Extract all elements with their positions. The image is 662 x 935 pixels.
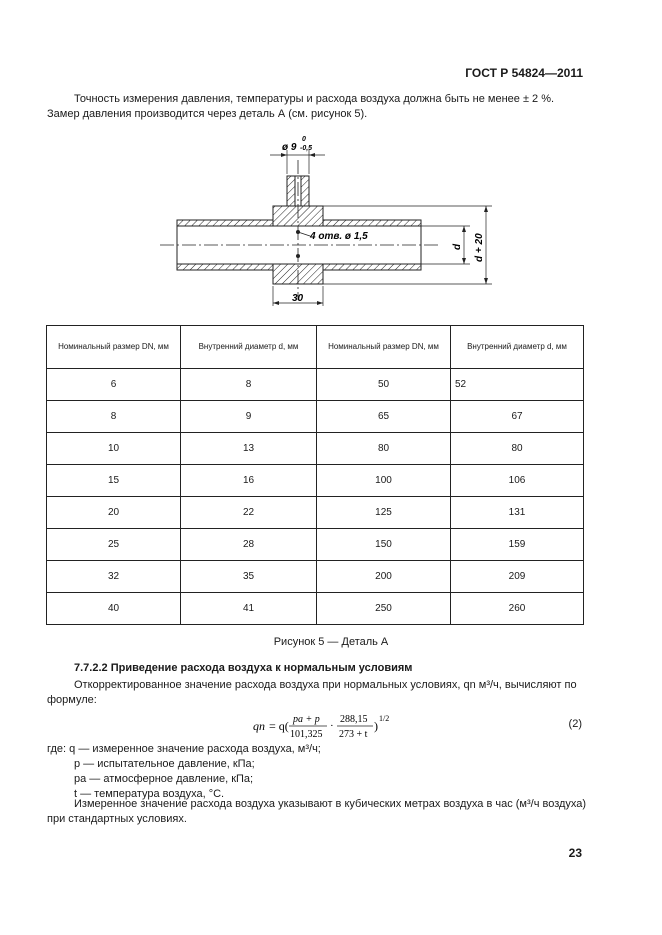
nipple-right: [301, 176, 309, 206]
table-cell: 80: [317, 433, 451, 465]
table-cell: 41: [181, 593, 317, 625]
table-cell: 32: [47, 561, 181, 593]
pipe-wall-bottom-right: [323, 264, 421, 270]
holes-label: 4 отв. ø 1,5: [310, 231, 368, 242]
section-title: 7.7.2.2 Приведение расхода воздуха к нормальным условиям: [74, 662, 413, 674]
header-dn-2: Номинальный размер DN, мм: [317, 326, 451, 369]
formula-eq: = q(: [269, 719, 289, 733]
def-t: t — температура воздуха, °С.: [74, 788, 225, 800]
closing-paragraph: Измеренное значение расхода воздуха указывают в кубических метрах воздуха в час (м³/ч воздуха) при стандартных условиях.: [47, 798, 587, 825]
table-row: [47, 497, 584, 529]
def-q: где: q — измеренное значение расхода воздуха, м³/ч;: [47, 743, 321, 755]
table-cell: 67: [451, 401, 584, 433]
variable-definitions: [47, 742, 321, 802]
table-row: [47, 433, 584, 465]
dim-d-plus-20: d + 20: [474, 233, 485, 262]
formula-dot: ·: [330, 720, 334, 732]
table-row: [47, 465, 584, 497]
table-row: [47, 401, 584, 433]
def-p: p — испытательное давление, кПа;: [74, 758, 255, 770]
table-cell: 106: [451, 465, 584, 497]
intro-line-1: Точность измерения давления, температуры и расхода воздуха должна быть не менее ± 2 %.: [74, 93, 555, 105]
formula-exp: 1/2: [379, 714, 390, 723]
hole-mark: [296, 254, 300, 258]
table-cell: 65: [317, 401, 451, 433]
table-cell: 35: [181, 561, 317, 593]
table-header-row: [47, 326, 584, 369]
formula-close: ): [374, 719, 378, 733]
formula-num1: pa + p: [293, 714, 320, 725]
header-dn-1: Номинальный размер DN, мм: [47, 326, 181, 369]
nipple-left: [287, 176, 295, 206]
formula-den1: 101,325: [290, 729, 323, 740]
table-cell: 8: [47, 401, 181, 433]
dim-length: 30: [292, 293, 304, 304]
table-row: [47, 529, 584, 561]
table-cell: 150: [317, 529, 451, 561]
table-cell: 13: [181, 433, 317, 465]
header-d-1: Внутренний диаметр d, мм: [181, 326, 317, 369]
table-cell: 200: [317, 561, 451, 593]
table-cell: 40: [47, 593, 181, 625]
dim-top-lower-tolerance: -0,5: [300, 145, 313, 152]
detail-a-drawing: [0, 0, 662, 330]
table-cell: 52: [451, 369, 584, 401]
dim-top-upper-tolerance: 0: [302, 136, 306, 143]
pipe-wall-bottom-left: [177, 264, 273, 270]
table-cell: 131: [451, 497, 584, 529]
table-cell: 100: [317, 465, 451, 497]
formula-num2: 288,15: [340, 714, 368, 725]
table-cell: 28: [181, 529, 317, 561]
table-row: [47, 561, 584, 593]
table-cell: 159: [451, 529, 584, 561]
table-cell: 25: [47, 529, 181, 561]
table-cell: 260: [451, 593, 584, 625]
pipe-wall-top-left: [177, 220, 273, 226]
dimensions-table: [46, 325, 584, 625]
table-cell: 80: [451, 433, 584, 465]
table-cell: 16: [181, 465, 317, 497]
document-id: ГОСТ Р 54824—2011: [465, 66, 583, 80]
section-paragraph: Откорректированное значение расхода воздуха при нормальных условиях, qn м³/ч, вычисляют по формуле:: [47, 679, 577, 706]
pipe-wall-top-right: [323, 220, 421, 226]
formula-2: [253, 710, 453, 740]
table-cell: 9: [181, 401, 317, 433]
table-cell: 22: [181, 497, 317, 529]
table-cell: 10: [47, 433, 181, 465]
table-cell: 209: [451, 561, 584, 593]
table-cell: 15: [47, 465, 181, 497]
table-cell: 125: [317, 497, 451, 529]
table-row: [47, 369, 584, 401]
page-number: 23: [568, 846, 582, 860]
figure-caption: Рисунок 5 — Деталь А: [273, 636, 389, 648]
formula-den2: 273 + t: [339, 729, 368, 740]
formula-lhs: qn: [253, 719, 265, 733]
header-d-2: Внутренний диаметр d, мм: [451, 326, 584, 369]
table-cell: 50: [317, 369, 451, 401]
def-pa: pa — атмосферное давление, кПа;: [74, 773, 254, 785]
table-row: [47, 593, 584, 625]
table-cell: 6: [47, 369, 181, 401]
table-cell: 8: [181, 369, 317, 401]
dim-d: d: [452, 243, 463, 250]
intro-line-2: Замер давления производится через деталь А (см. рисунок 5).: [47, 108, 368, 120]
table-cell: 250: [317, 593, 451, 625]
formula-number: (2): [568, 718, 582, 730]
table-cell: 20: [47, 497, 181, 529]
dim-top-diameter: ø 9: [282, 142, 297, 153]
